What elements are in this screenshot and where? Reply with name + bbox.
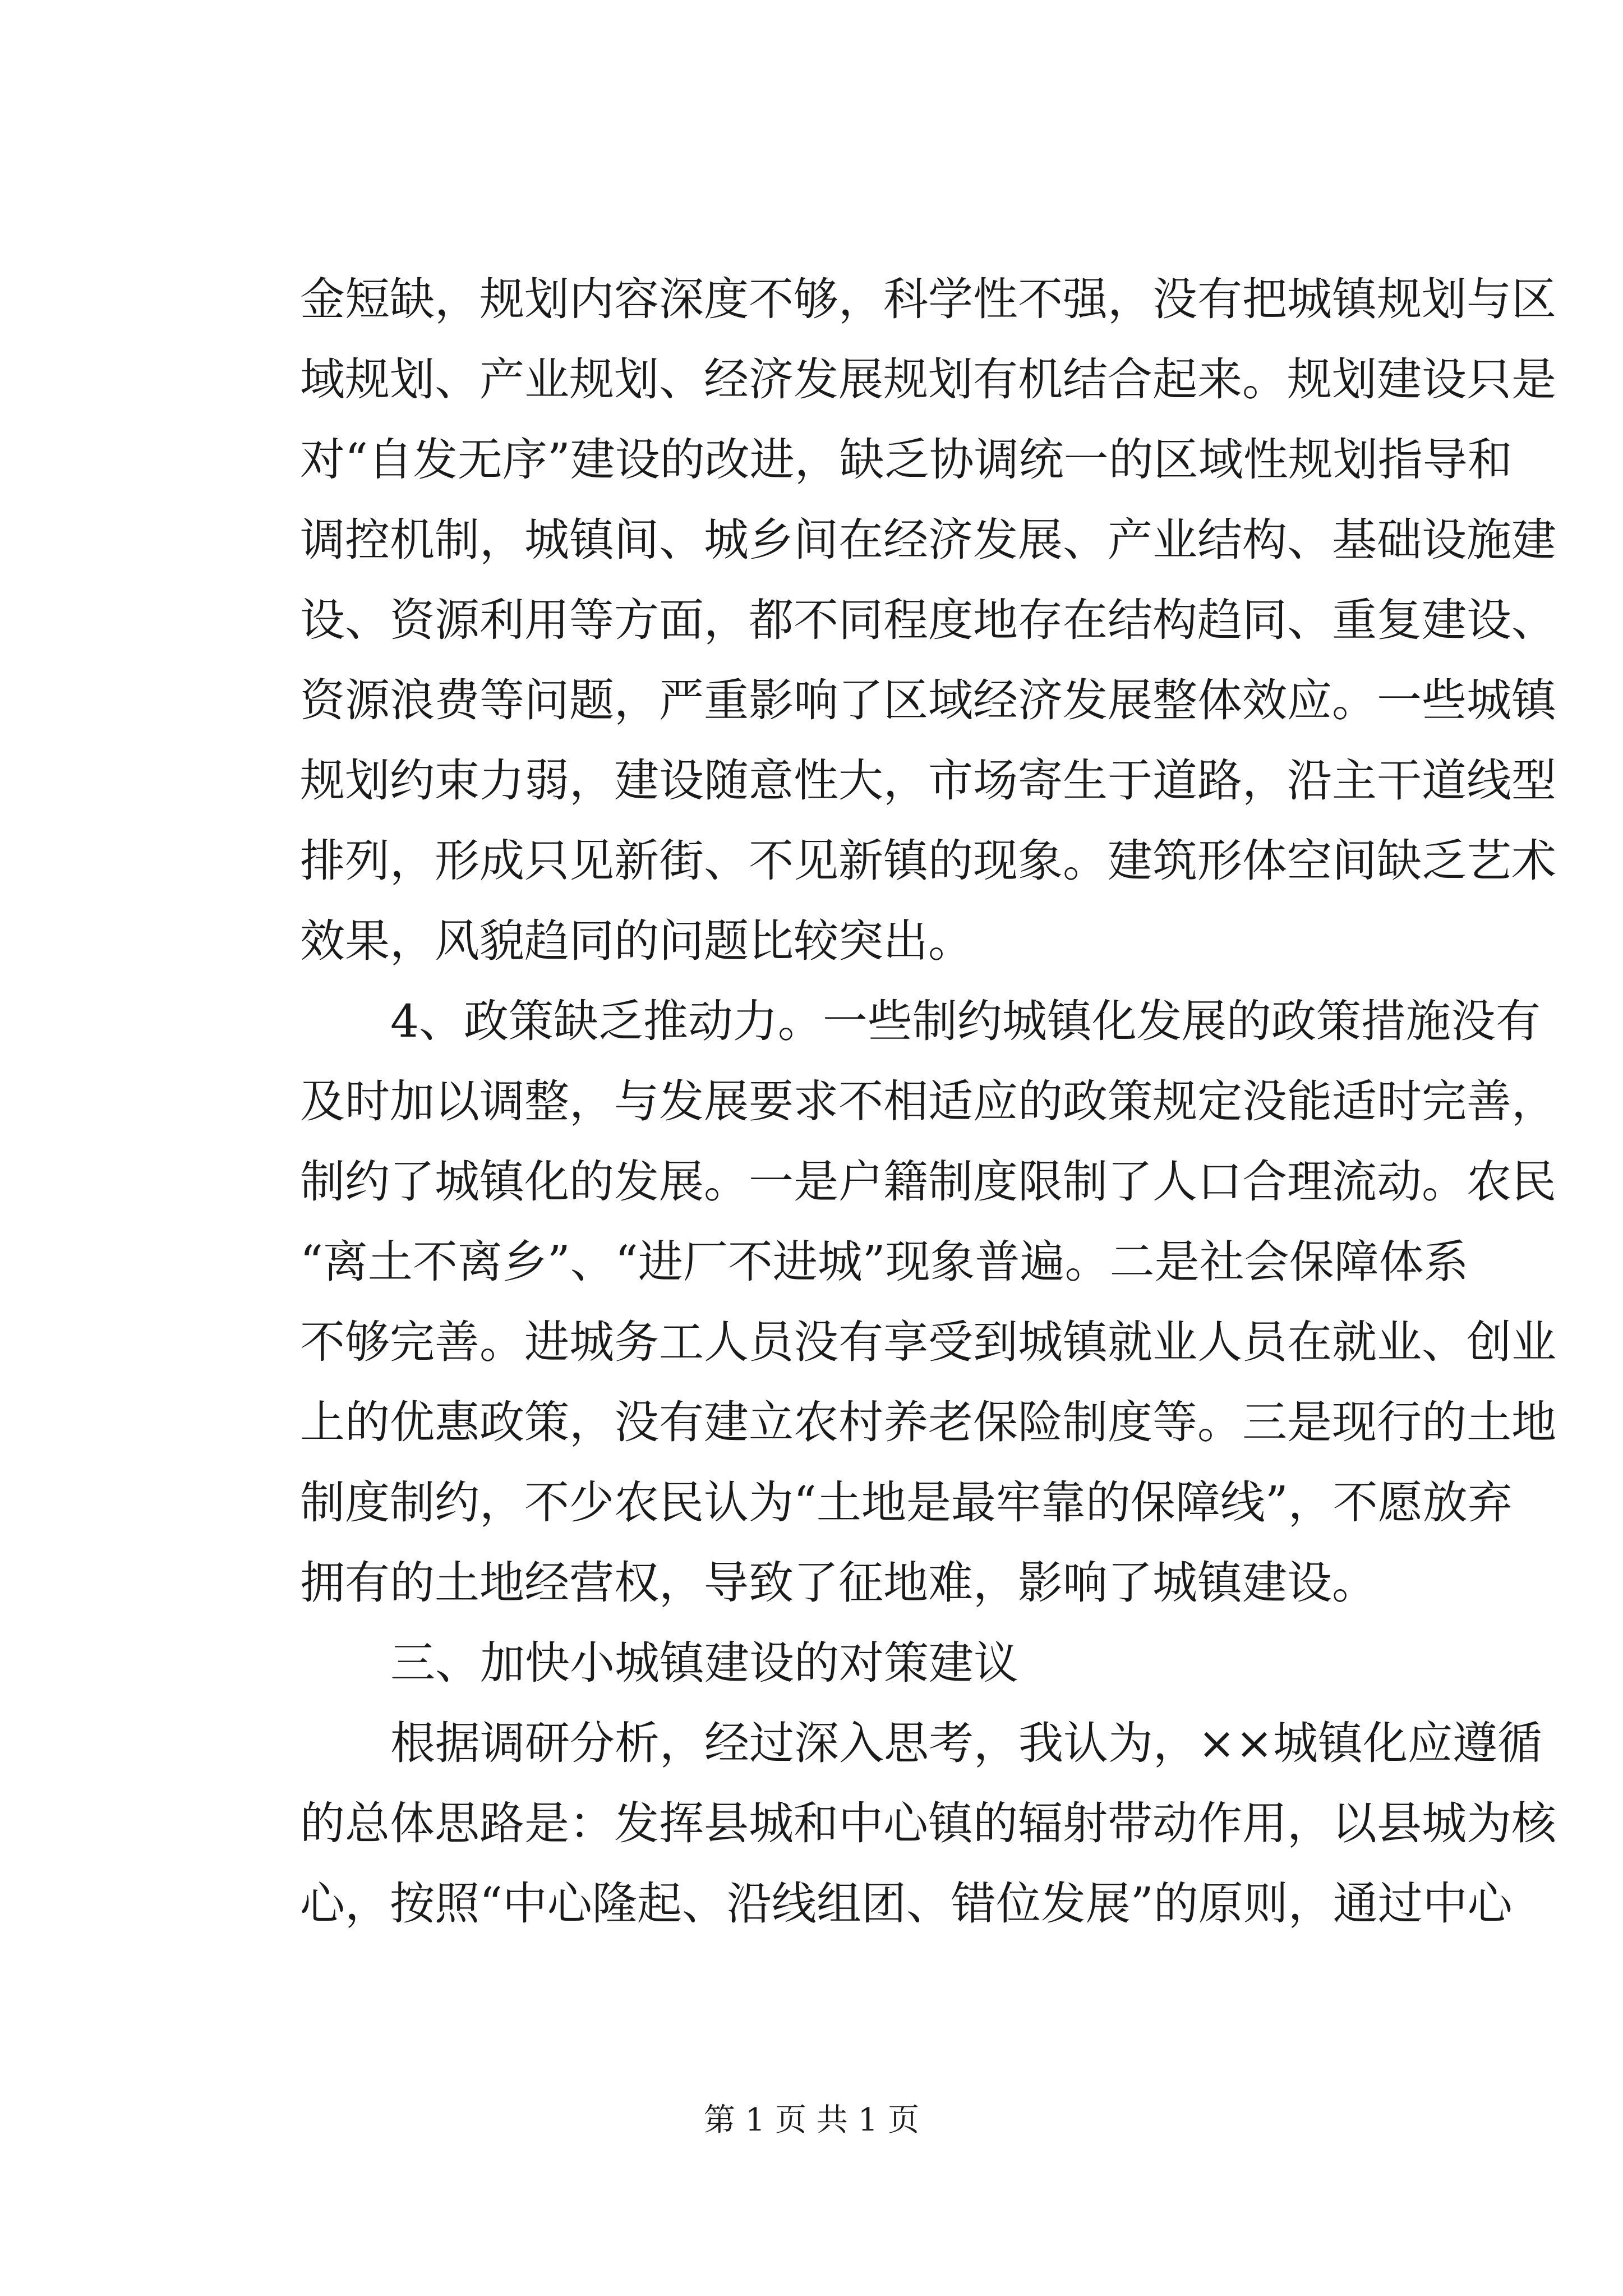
- text-line: 资源浪费等问题，严重影响了区域经济发展整体效应。一些城镇: [300, 674, 1556, 726]
- page-number-footer: 第 1 页 共 1 页: [703, 2102, 920, 2138]
- text-line: 域规划、产业规划、经济发展规划有机结合起来。规划建设只是: [300, 353, 1556, 406]
- text-line: 排列，形成只见新街、不见新镇的现象。建筑形体空间缺乏艺术: [300, 835, 1556, 887]
- text-line: 金短缺，规划内容深度不够，科学性不强，没有把城镇规划与区: [300, 273, 1556, 325]
- text-line: “离土不离乡”、“进厂不进城”现象普遍。二是社会保障体系: [300, 1236, 1469, 1288]
- text-line: 对“自发无序”建设的改进，缺乏协调统一的区域性规划指导和: [300, 434, 1513, 486]
- text-line: 制约了城镇化的发展。一是户籍制度限制了人口合理流动。农民: [300, 1156, 1556, 1208]
- text-line: 的总体思路是：发挥县城和中心镇的辐射带动作用，以县城为核: [300, 1797, 1556, 1849]
- section-heading: [300, 1623, 1416, 1703]
- text-line: 调控机制，城镇间、城乡间在经济发展、产业结构、基础设施建: [300, 514, 1556, 566]
- text-line: 根据调研分析，经过深入思考，我认为，××城镇化应遵循: [390, 1717, 1543, 1769]
- text-line: 三、加快小城镇建设的对策建议: [390, 1637, 1018, 1689]
- text-line: 不够完善。进城务工人员没有享受到城镇就业人员在就业、创业: [300, 1316, 1556, 1368]
- text-line: 制度制约，不少农民认为“土地是最牢靠的保障线”，不愿放弃: [300, 1476, 1513, 1529]
- text-line: 拥有的土地经营权，导致了征地难，影响了城镇建设。: [300, 1557, 1377, 1609]
- paragraph: [300, 981, 1556, 1623]
- text-line: 效果，风貌趋同的问题比较突出。: [300, 915, 973, 967]
- text-line: 设、资源利用等方面，都不同程度地存在结构趋同、重复建设、: [300, 594, 1556, 646]
- text-line: 规划约束力弱，建设随意性大，市场寄生于道路，沿主干道线型: [300, 754, 1556, 807]
- document-body: [300, 259, 1556, 1944]
- paragraph: [300, 1703, 1556, 1944]
- text-line: 及时加以调整，与发展要求不相适应的政策规定没能适时完善，: [300, 1075, 1556, 1128]
- text-line: 心，按照“中心隆起、沿线组团、错位发展”的原则，通过中心: [300, 1878, 1513, 1930]
- text-line: 4、政策缺乏推动力。一些制约城镇化发展的政策措施没有: [390, 995, 1541, 1047]
- paragraph: [300, 259, 1556, 981]
- text-line: 上的优惠政策，没有建立农村养老保险制度等。三是现行的土地: [300, 1396, 1556, 1448]
